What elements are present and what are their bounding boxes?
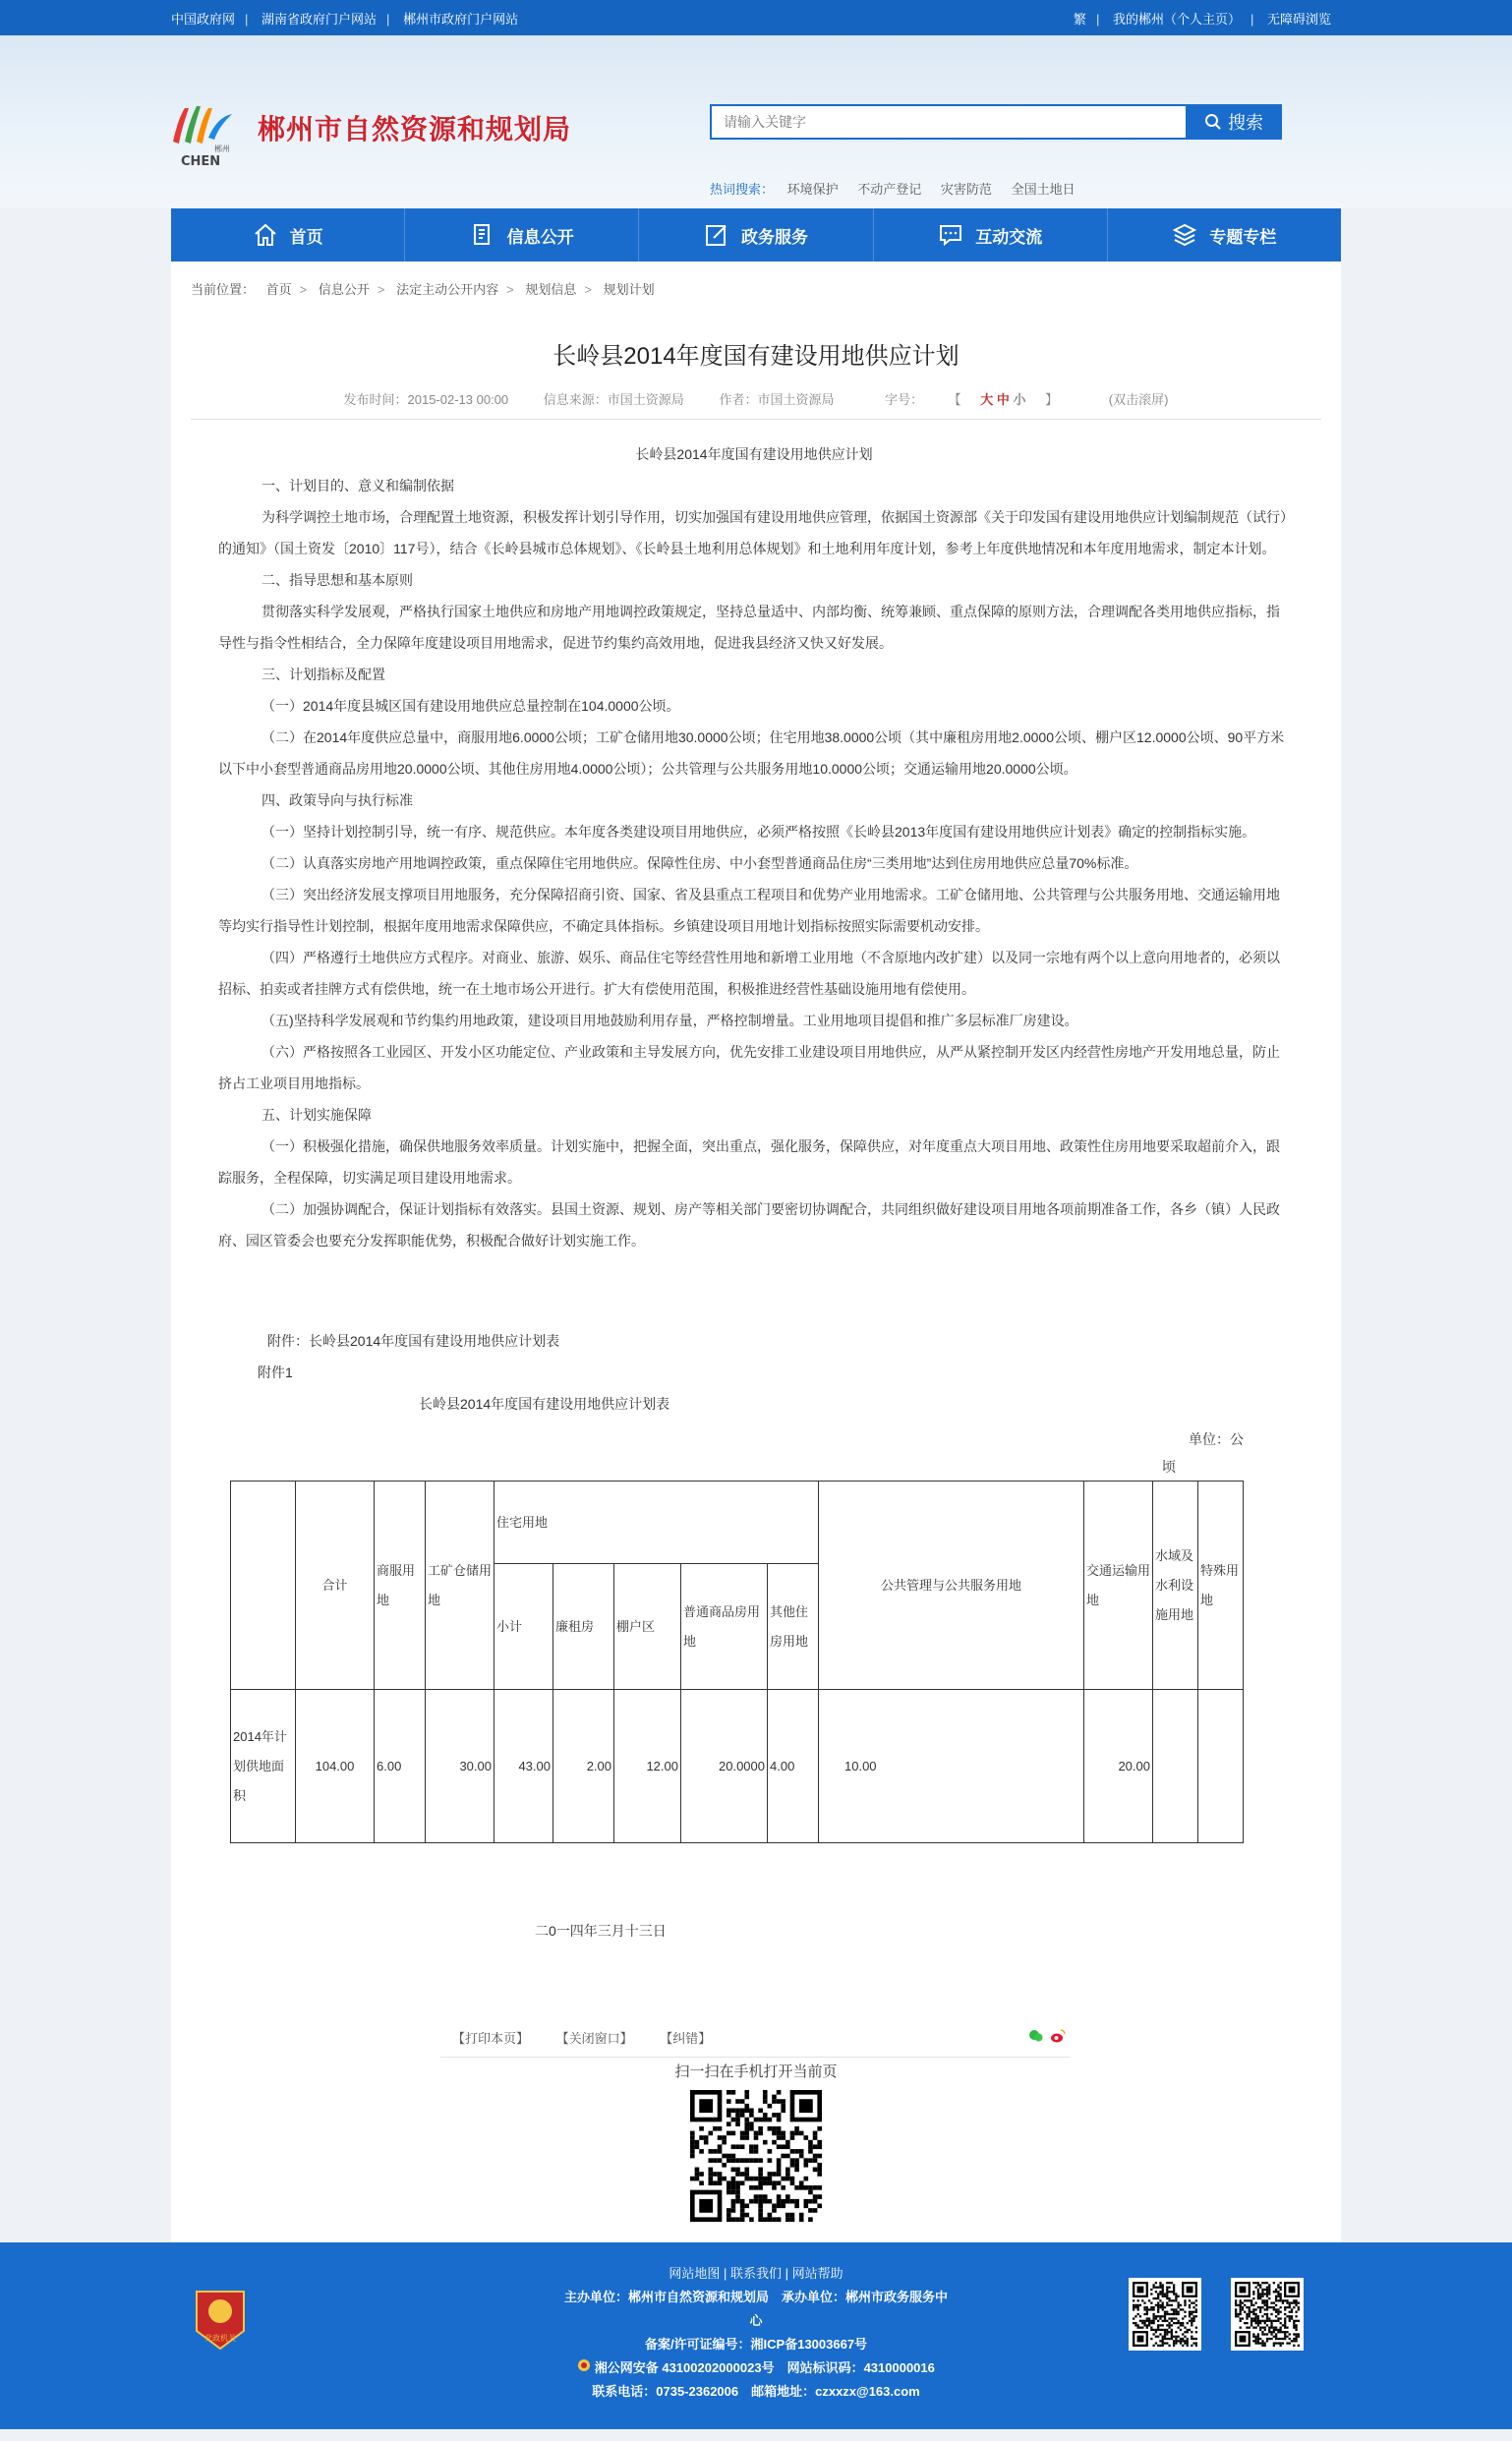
hot-word-environment[interactable]: 环境保护 bbox=[786, 182, 839, 197]
doc-section-4: 四、政策导向与执行标准 bbox=[262, 792, 413, 808]
table-corner-cell bbox=[231, 1482, 296, 1690]
police-badge-icon bbox=[577, 2358, 591, 2372]
site-footer bbox=[0, 2242, 1512, 2429]
breadcrumb-planning-plan[interactable]: 规划计划 bbox=[603, 282, 655, 297]
share-icons bbox=[1028, 2028, 1066, 2044]
doc-section-2: 二、指导思想和基本原则 bbox=[262, 572, 413, 588]
hot-words-label: 热词搜索： bbox=[710, 182, 775, 197]
scan-hint: 扫一扫在手机打开当前页 bbox=[674, 2063, 838, 2080]
font-size-control: 字号： 【 大 中 小 】 bbox=[885, 392, 1059, 407]
doc-paragraph: （一）积极强化措施，确保供地服务效率质量。计划实施中，把握全面，突出重点，强化服务，保障供应，对年度重点大项目用地、政策性住房用地要采取超前介入，跟踪服务，全程保障，切实满足项目建设用地需求。 bbox=[218, 1138, 1280, 1186]
page-qr-code-icon bbox=[690, 2090, 822, 2222]
table-header: 交通运输用地 bbox=[1084, 1482, 1153, 1690]
doc-heading: 长岭县2014年度国有建设用地供应计划 bbox=[635, 446, 873, 462]
table-header: 住宅用地 bbox=[494, 1482, 819, 1564]
svg-text:党政机关: 党政机关 bbox=[204, 2334, 236, 2343]
table-cell: 30.00 bbox=[426, 1690, 494, 1843]
search-input[interactable] bbox=[710, 104, 1186, 140]
article-body bbox=[218, 438, 1290, 1256]
search-box bbox=[710, 104, 1282, 140]
supply-plan-table bbox=[230, 1481, 1244, 1843]
article-actions bbox=[440, 2028, 1070, 2058]
nav-interaction[interactable] bbox=[874, 208, 1108, 262]
doc-paragraph: （一）坚持计划控制引导，统一有序、规范供应。本年度各类建设项目用地供应，必须严格按照《长岭县2013年度国有建设用地供应计划表》确定的控制指标实施。 bbox=[262, 824, 1256, 840]
my-chenzhou-link[interactable]: 我的郴州（个人主页） bbox=[1112, 11, 1241, 27]
footer-icp[interactable]: 备案/许可证编号：湘ICP备13003667号 bbox=[644, 2337, 868, 2352]
search-button-label: 搜索 bbox=[1228, 113, 1263, 133]
table-header: 商服用地 bbox=[375, 1482, 426, 1690]
breadcrumb-home[interactable]: 首页 bbox=[265, 282, 292, 297]
doc-paragraph: （六）严格按照各工业园区、开发小区功能定位、产业政策和主导发展方向，优先安排工业建设项目用地供应，从严从紧控制开发区内经营性房地产开发用地总量，防止挤占工业项目用地指标。 bbox=[218, 1044, 1280, 1091]
site-header bbox=[0, 35, 1512, 208]
weibo-share-icon[interactable] bbox=[1050, 2028, 1066, 2044]
footer-contact: 联系电话：0735-2362006 邮箱地址：czxxzx@163.com bbox=[592, 2384, 920, 2399]
nav-service[interactable] bbox=[639, 208, 873, 262]
table-header: 公共管理与公共服务用地 bbox=[819, 1482, 1084, 1690]
attachment-note: 附件：长岭县2014年度国有建设用地供应计划表 bbox=[267, 1333, 560, 1349]
table-cell bbox=[1153, 1690, 1198, 1843]
main-content bbox=[171, 262, 1341, 2242]
edit-icon bbox=[704, 222, 729, 248]
hot-word-disaster[interactable]: 灾害防范 bbox=[940, 182, 992, 197]
breadcrumb-statutory[interactable]: 法定主动公开内容 bbox=[396, 282, 499, 297]
table-header: 廉租房 bbox=[553, 1564, 614, 1690]
footer-police: 湘公网安备 43100202000023号 网站标识码：4310000016 bbox=[0, 2356, 1512, 2380]
table-unit-cont: 顷 bbox=[1162, 1459, 1176, 1475]
table-cell: 6.00 bbox=[375, 1690, 426, 1843]
error-report-button[interactable]: 【纠错】 bbox=[660, 2031, 712, 2046]
table-cell: 104.00 bbox=[296, 1690, 375, 1843]
font-size-mid[interactable]: 中 bbox=[996, 392, 1010, 407]
table-header: 合计 bbox=[296, 1482, 375, 1690]
table-cell: 12.00 bbox=[614, 1690, 681, 1843]
close-window-button[interactable]: 【关闭窗口】 bbox=[555, 2031, 633, 2046]
table-header: 其他住房用地 bbox=[768, 1564, 819, 1690]
table-title: 长岭县2014年度国有建设用地供应计划表 bbox=[419, 1396, 670, 1412]
table-row-label: 2014年计划供地面积 bbox=[231, 1690, 296, 1843]
table-cell: 10.00 bbox=[819, 1690, 1084, 1843]
chat-icon bbox=[938, 222, 963, 248]
wechat-share-icon[interactable] bbox=[1028, 2028, 1044, 2044]
svg-text:郴州: 郴州 bbox=[214, 145, 230, 153]
top-bar bbox=[0, 0, 1512, 35]
top-right-links: 繁 | 我的郴州（个人主页） | 无障碍浏览 bbox=[1073, 11, 1331, 27]
info-source: 信息来源：市国土资源局 bbox=[543, 392, 684, 407]
nav-service-label: 政务服务 bbox=[741, 227, 808, 247]
meta-divider bbox=[191, 419, 1321, 420]
document-icon bbox=[470, 222, 495, 248]
doc-paragraph: 贯彻落实科学发展观，严格执行国家土地供应和房地产用地调控政策规定，坚持总量适中、内部均衡、统筹兼顾、重点保障的原则方法，合理调配各类用地供应指标，指导性与指令性相结合，全力保障年度建设项目用地需求，促进节约集约高效用地，促进我县经济又快又好发展。 bbox=[218, 604, 1280, 651]
home-icon bbox=[253, 222, 278, 248]
nav-info-label: 信息公开 bbox=[506, 227, 574, 247]
search-button[interactable] bbox=[1186, 104, 1282, 140]
doc-section-3: 三、计划指标及配置 bbox=[262, 667, 385, 682]
print-button[interactable]: 【打印本页】 bbox=[452, 2031, 530, 2046]
accessibility-link[interactable]: 无障碍浏览 bbox=[1266, 11, 1331, 27]
svg-text:CHEN: CHEN bbox=[181, 154, 221, 169]
logo-graphic-icon bbox=[163, 94, 242, 173]
site-logo[interactable] bbox=[163, 94, 242, 173]
table-header: 小计 bbox=[494, 1564, 553, 1690]
font-size-big[interactable]: 大 bbox=[980, 392, 994, 407]
attachment-label: 附件1 bbox=[258, 1365, 293, 1380]
breadcrumb-label: 当前位置： bbox=[191, 282, 256, 297]
traditional-chinese-link[interactable]: 繁 bbox=[1073, 11, 1086, 27]
double-click-scroll[interactable]: (双击滚屏) bbox=[1108, 392, 1169, 407]
nav-home-label: 首页 bbox=[289, 227, 323, 247]
breadcrumb-info[interactable]: 信息公开 bbox=[318, 282, 370, 297]
table-header: 棚户区 bbox=[614, 1564, 681, 1690]
table-cell: 2.00 bbox=[553, 1690, 614, 1843]
author: 作者：市国土资源局 bbox=[719, 392, 835, 407]
footer-links[interactable]: 网站地图 | 联系我们 | 网站帮助 bbox=[669, 2266, 843, 2281]
publish-date: 发布时间：2015-02-13 00:00 bbox=[343, 392, 509, 407]
doc-paragraph: （一）2014年度县城区国有建设用地供应总量控制在104.0000公顷。 bbox=[262, 698, 680, 714]
doc-section-5: 五、计划实施保障 bbox=[262, 1107, 372, 1123]
hot-words bbox=[710, 179, 1091, 198]
footer-qr-weibo-icon bbox=[1129, 2278, 1201, 2351]
doc-paragraph: （五)坚持科学发展观和节约集约用地政策，建设项目用地鼓励利用存量，严格控制增量。工业用地项目提倡和推广多层标准厂房建设。 bbox=[262, 1013, 1078, 1028]
nav-interaction-label: 互动交流 bbox=[975, 227, 1043, 247]
doc-paragraph: （二）加强协调配合，保证计划指标有效落实。县国土资源、规划、房产等相关部门要密切协调配合，共同组织做好建设项目用地各项前期准备工作，各乡（镇）人民政府、园区管委会也要充分发挥职能优势，积极配合做好计划实施工作。 bbox=[218, 1201, 1280, 1249]
top-link-hunan[interactable]: 湖南省政府门户网站 bbox=[262, 11, 378, 27]
table-unit: 单位：公 bbox=[1189, 1431, 1244, 1447]
top-link-chenzhou[interactable]: 郴州市政府门户网站 bbox=[403, 11, 519, 27]
table-cell: 43.00 bbox=[494, 1690, 553, 1843]
nav-topics-label: 专题专栏 bbox=[1209, 227, 1277, 247]
doc-paragraph: 为科学调控土地市场，合理配置土地资源，积极发挥计划引导作用，切实加强国有建设用地供应管理，依据国土资源部《关于印发国有建设用地供应计划编制规范（试行）的通知》（国土资发〔2010〕117号），结合《长岭县城市总体规划》、《长岭县土地利用总体规划》和土地利用年度计划，参考上年度供地情况和本年度用地需求，制定本计划。 bbox=[218, 509, 1287, 556]
document-date: 二0一四年三月十三日 bbox=[535, 1923, 667, 1939]
doc-paragraph: （二）认真落实房地产用地调控政策，重点保障住宅用地供应。保障性住房、中小套型普通商品住房“三类用地”达到住房用地供应总量70%标准。 bbox=[262, 855, 1138, 871]
footer-host-cont: 心 bbox=[749, 2313, 763, 2328]
nav-home[interactable] bbox=[171, 208, 405, 262]
table-cell: 4.00 bbox=[768, 1690, 819, 1843]
table-header: 工矿仓储用地 bbox=[426, 1482, 494, 1690]
breadcrumb: 当前位置： 首页 > 信息公开 > 法定主动公开内容 > 规划信息 > 规划计划 bbox=[191, 282, 655, 297]
table-header: 普通商品房用地 bbox=[681, 1564, 768, 1690]
top-link-gov[interactable]: 中国政府网 bbox=[171, 11, 236, 27]
nav-info[interactable] bbox=[405, 208, 639, 262]
doc-paragraph: （二）在2014年度供应总量中，商服用地6.0000公顷；工矿仓储用地30.0000公顷；住宅用地38.0000公顷（其中廉租房用地2.0000公顷、棚户区12.0000公顷、90平方米以下中小套型普通商品房用地20.0000公顷、其他住房用地4.0000公顷）；公共管理与公共服务用地10.0000公顷；交通运输用地20.0000公顷。 bbox=[218, 729, 1285, 777]
doc-section-1: 一、计划目的、意义和编制依据 bbox=[262, 478, 454, 494]
hot-word-landday[interactable]: 全国土地日 bbox=[1011, 182, 1076, 197]
table-cell bbox=[1198, 1690, 1244, 1843]
top-links: 中国政府网 | 湖南省政府门户网站 | 郴州市政府门户网站 bbox=[171, 11, 519, 27]
table-header: 特殊用地 bbox=[1198, 1482, 1244, 1690]
article-meta bbox=[171, 389, 1341, 408]
doc-paragraph: （四）严格遵行土地供应方式程序。对商业、旅游、娱乐、商品住宅等经营性用地和新增工业用地（不含原地内改扩建）以及同一宗地有两个以上意向用地者的，必须以招标、拍卖或者挂牌方式有偿供地，统一在土地市场公开进行。扩大有偿使用范围，积极推进经营性基础设施用地有偿使用。 bbox=[218, 950, 1280, 997]
table-cell: 20.00 bbox=[1084, 1690, 1153, 1843]
table-row bbox=[231, 1690, 1244, 1843]
hot-word-realestate[interactable]: 不动产登记 bbox=[857, 182, 922, 197]
doc-paragraph: （三）突出经济发展支撑项目用地服务，充分保障招商引资、国家、省及县重点工程项目和优势产业用地需求。工矿仓储用地、公共管理与公共服务用地、交通运输用地等均实行指导性计划控制，根据年度用地需求保障供应，不确定具体指标。乡镇建设项目用地计划指标按照实际需要机动安排。 bbox=[218, 887, 1280, 934]
nav-topics[interactable] bbox=[1108, 208, 1341, 262]
main-nav bbox=[171, 208, 1341, 262]
layers-icon bbox=[1172, 222, 1197, 248]
font-size-small[interactable]: 小 bbox=[1013, 392, 1026, 407]
article-title: 长岭县2014年度国有建设用地供应计划 bbox=[552, 343, 960, 370]
search-icon bbox=[1204, 113, 1222, 131]
breadcrumb-planning-info[interactable]: 规划信息 bbox=[525, 282, 577, 297]
footer-host: 主办单位：郴州市自然资源和规划局 承办单位：郴州市政务服务中 bbox=[563, 2290, 948, 2304]
table-header: 水域及水利设施用地 bbox=[1153, 1482, 1198, 1690]
table-cell: 20.0000 bbox=[681, 1690, 768, 1843]
bottom-strip bbox=[0, 2429, 1512, 2441]
footer-qr-wechat-icon bbox=[1231, 2278, 1304, 2351]
site-title[interactable]: 郴州市自然资源和规划局 bbox=[258, 114, 572, 145]
